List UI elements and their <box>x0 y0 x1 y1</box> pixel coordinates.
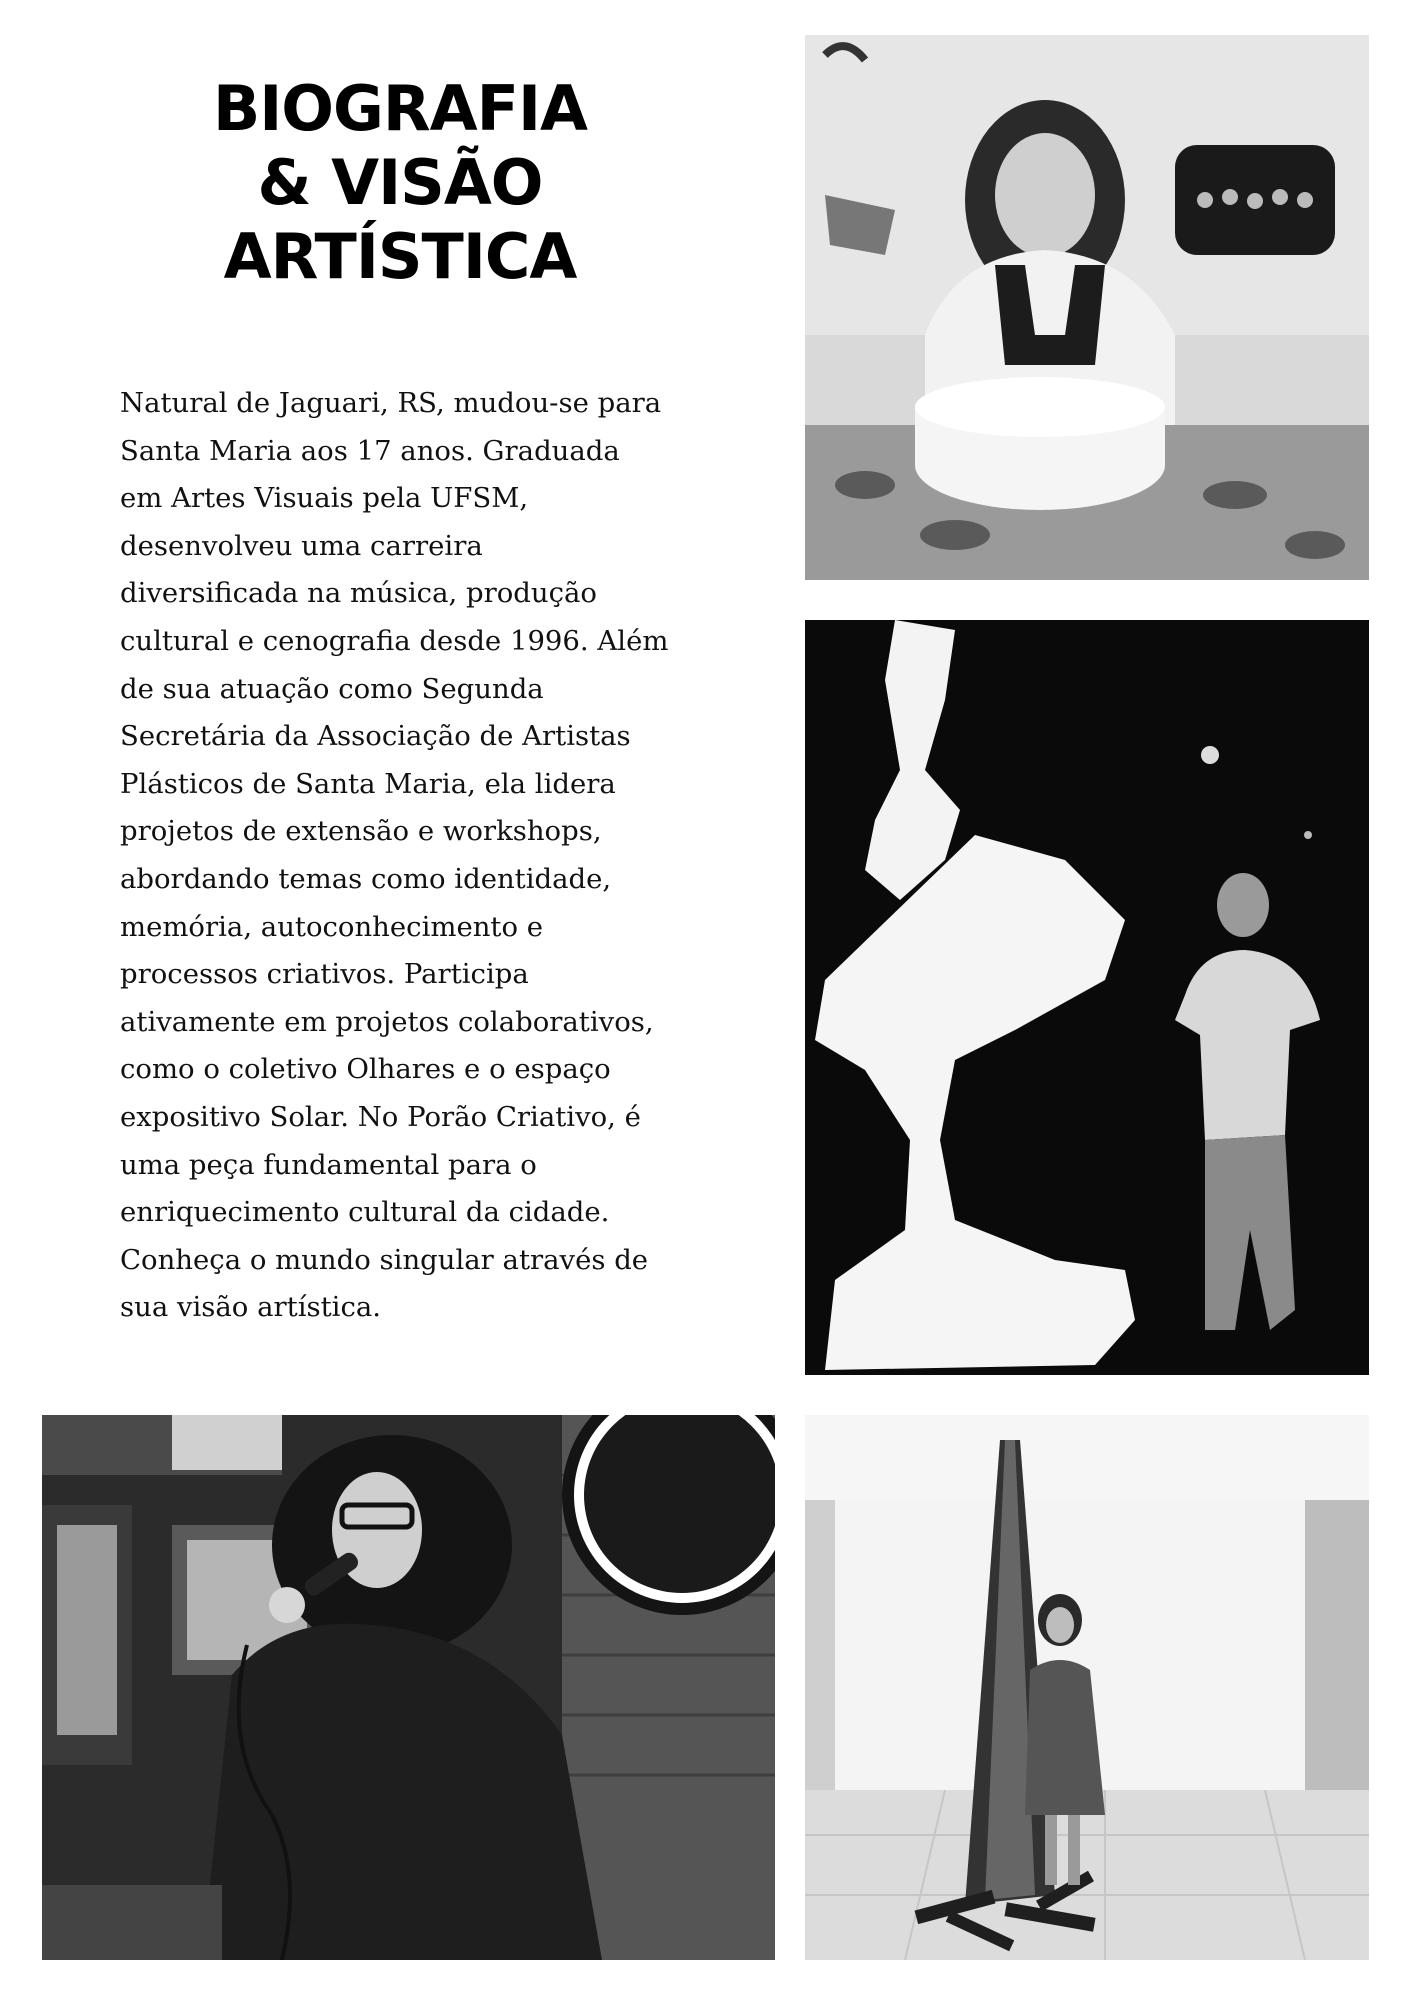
bio-line: enriquecimento cultural da cidade. <box>120 1196 610 1229</box>
childhood-photo <box>805 35 1369 580</box>
bio-line: cultural e cenografia desde 1996. Além <box>120 624 669 657</box>
singer-photo <box>42 1415 775 1960</box>
installation-photo <box>805 620 1369 1375</box>
bio-line: projetos de extensão e workshops, <box>120 815 602 848</box>
bio-line: Secretária da Associação de Artistas <box>120 720 631 753</box>
bio-line: sua visão artística. <box>120 1291 381 1324</box>
bio-line: desenvolveu uma carreira <box>120 529 483 562</box>
title-line-1: BIOGRAFIA <box>212 72 588 145</box>
bio-line: de sua atuação como Segunda <box>120 672 544 705</box>
page-title <box>150 72 650 294</box>
bio-line: Santa Maria aos 17 anos. Graduada <box>120 434 620 467</box>
title-line-3: ARTÍSTICA <box>223 220 577 293</box>
bio-line: ativamente em projetos colaborativos, <box>120 1005 654 1038</box>
gallery-installation-photo <box>805 1415 1369 1960</box>
bio-line: expositivo Solar. No Porão Criativo, é <box>120 1100 641 1133</box>
bio-line: abordando temas como identidade, <box>120 862 612 895</box>
bio-line: processos criativos. Participa <box>120 958 529 991</box>
bio-line: Plásticos de Santa Maria, ela lidera <box>120 767 616 800</box>
biography-text <box>120 380 720 1332</box>
bio-line: como o coletivo Olhares e o espaço <box>120 1053 611 1086</box>
bio-line: Conheça o mundo singular através de <box>120 1243 649 1276</box>
title-line-2: & VISÃO <box>257 146 543 219</box>
bio-line: memória, autoconhecimento e <box>120 910 544 943</box>
bio-line: uma peça fundamental para o <box>120 1148 537 1181</box>
bio-line: em Artes Visuais pela UFSM, <box>120 482 529 515</box>
bio-line: diversificada na música, produção <box>120 577 597 610</box>
bio-line: Natural de Jaguari, RS, mudou-se para <box>120 387 662 419</box>
